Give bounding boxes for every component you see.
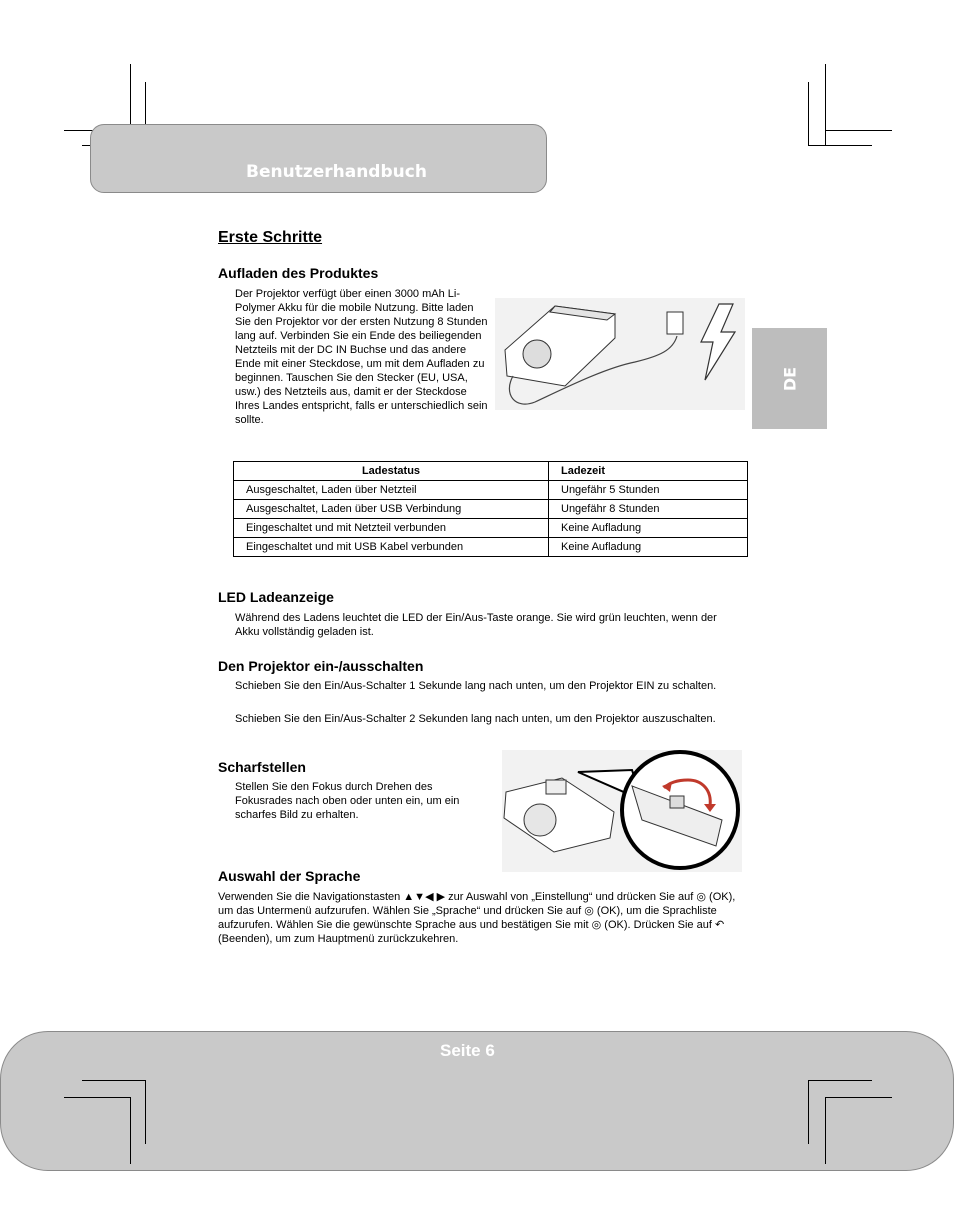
focus-illustration <box>502 750 742 872</box>
page-number: Seite 6 <box>440 1041 495 1060</box>
table-row <box>234 538 748 557</box>
table-row <box>234 500 748 519</box>
ok-button-icon: ◎ <box>584 905 594 917</box>
charging-table <box>233 461 748 557</box>
crop-mark <box>825 1097 826 1164</box>
header-bar <box>90 124 547 193</box>
language-text-segment: (OK), um die Sprachliste aufzurufen. Wählen Sie die gewünschte Sprache aus und bestätigen Sie mit <box>218 905 717 931</box>
charging-text: Der Projektor verfügt über einen 3000 mAh Li-Polymer Akku für die mobile Nutzung. Bitte laden Sie den Projektor vor der ersten Nutzung 8 Stunden lang auf. Verbinden Sie ein Ende des beiliegenden Netzteils mit der DC IN Buchse und das andere Ende mit einer Steckdose, um mit dem Aufladen zu beginnen. Tauschen Sie den Stecker (EU, USA, usw.) des Netzteils aus, damit er der Steckdose Ihres Landes entspricht, falls er unterschiedlich sein sollte. <box>235 288 488 426</box>
table-row <box>234 481 748 500</box>
header-title: Benutzerhandbuch <box>246 162 427 182</box>
table-cell: Ausgeschaltet, Laden über Netzteil <box>234 481 549 500</box>
table-cell: Keine Aufladung <box>549 538 748 557</box>
language-text-segment: (Beenden), um zum Hauptmenü zurückzukehren. <box>218 933 459 945</box>
crop-mark <box>82 1080 146 1081</box>
ok-button-icon: ◎ <box>591 919 602 931</box>
led-heading: LED Ladeanzeige <box>218 589 334 605</box>
crop-mark <box>825 1097 892 1098</box>
ok-button-icon: ◎ <box>696 891 706 903</box>
focus-text: Stellen Sie den Fokus durch Drehen des Fokusrades nach oben oder unten ein, um ein scharfes Bild zu erhalten. <box>235 781 460 821</box>
language-tab-label: DE <box>780 366 799 391</box>
crop-mark <box>808 1080 872 1081</box>
power-text-off: Schieben Sie den Ein/Aus-Schalter 2 Sekunden lang nach unten, um den Projektor auszuschalten. <box>235 713 716 725</box>
crop-mark <box>808 1080 809 1144</box>
table-row <box>234 519 748 538</box>
table-cell: Eingeschaltet und mit Netzteil verbunden <box>234 519 549 538</box>
table-cell: Keine Aufladung <box>549 519 748 538</box>
power-heading: Den Projektor ein-/ausschalten <box>218 658 424 674</box>
language-text-segment: (OK). Drücken Sie auf <box>601 919 715 931</box>
navigation-arrows-icon: ▲▼◀ ▶ <box>403 891 446 903</box>
power-text-on: Schieben Sie den Ein/Aus-Schalter 1 Sekunde lang nach unten, um den Projektor EIN zu schalten. <box>235 680 717 692</box>
crop-mark <box>130 1097 131 1164</box>
language-text-segment: Verwenden Sie die Navigationstasten <box>218 891 404 903</box>
table-header: Ladestatus <box>234 462 549 481</box>
focus-heading: Scharfstellen <box>218 759 306 775</box>
crop-mark <box>825 64 826 146</box>
table-cell: Ausgeschaltet, Laden über USB Verbindung <box>234 500 549 519</box>
language-heading: Auswahl der Sprache <box>218 868 361 884</box>
table-header: Ladezeit <box>549 462 748 481</box>
led-text: Während des Ladens leuchtet die LED der Ein/Aus-Taste orange. Sie wird grün leuchten, wenn der Akku vollständig geladen ist. <box>235 612 717 638</box>
table-cell: Ungefähr 8 Stunden <box>549 500 748 519</box>
charging-illustration <box>495 298 745 410</box>
table-header-row <box>234 462 748 481</box>
language-tab <box>752 328 827 429</box>
table-cell: Ungefähr 5 Stunden <box>549 481 748 500</box>
charging-heading: Aufladen des Produktes <box>218 265 379 281</box>
crop-mark <box>145 1080 146 1144</box>
crop-mark <box>808 82 809 146</box>
language-text-segment: zur Auswahl von „Einstellung“ und drücken Sie auf <box>445 891 697 903</box>
section-title: Erste Schritte <box>218 229 323 246</box>
table-cell: Eingeschaltet und mit USB Kabel verbunden <box>234 538 549 557</box>
back-icon: ↶ <box>714 919 725 931</box>
crop-mark <box>808 145 872 146</box>
language-text <box>218 890 743 946</box>
crop-mark <box>64 1097 131 1098</box>
crop-mark <box>825 130 892 131</box>
language-text-segment: (OK), um das Untermenü aufzurufen. Wählen Sie „Sprache“ und drücken Sie auf <box>218 891 736 917</box>
